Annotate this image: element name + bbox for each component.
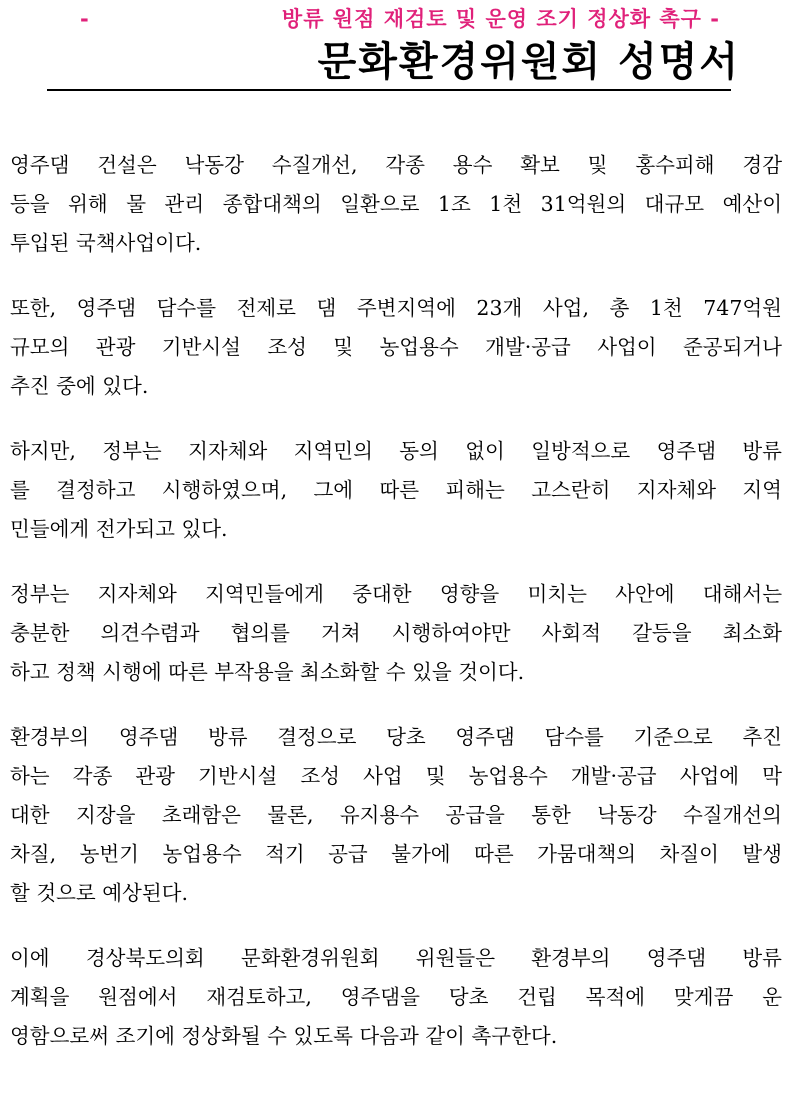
paragraph-line: 충분한 의견수렴과 협의를 거쳐 시행하여야만 사회적 갈등을 최소화	[10, 621, 782, 645]
paragraph-6	[10, 939, 782, 1056]
paragraph-line: 대한 지장을 초래함은 물론, 유지용수 공급을 통한 낙동강 수질개선의	[10, 803, 782, 827]
paragraph-line: 이에 경상북도의회 문화환경위원회 위원들은 환경부의 영주댐 방류	[10, 946, 782, 970]
paragraph-line: 영주댐 건설은 낙동강 수질개선, 각종 용수 확보 및 홍수피해 경감	[10, 153, 782, 177]
paragraph-line: 영함으로써 조기에 정상화될 수 있도록 다음과 같이 촉구한다.	[10, 1024, 558, 1048]
paragraph-line: 하고 정책 시행에 따른 부작용을 최소화할 수 있을 것이다.	[10, 660, 525, 684]
paragraph-4	[10, 575, 782, 692]
paragraph-line: 또한, 영주댐 담수를 전제로 댐 주변지역에 23개 사업, 총 1천 747억원	[10, 296, 782, 320]
title-underline	[47, 89, 731, 91]
paragraph-line: 계획을 원점에서 재검토하고, 영주댐을 당초 건립 목적에 맞게끔 운	[10, 985, 782, 1009]
paragraph-2	[10, 289, 782, 406]
paragraph-line: 하지만, 정부는 지자체와 지역민의 동의 없이 일방적으로 영주댐 방류	[10, 439, 782, 463]
paragraph-1	[10, 146, 782, 263]
subtitle-text: 방류 원점 재검토 및 운영 조기 정상화 촉구 -	[281, 7, 720, 31]
subtitle	[80, 4, 720, 34]
paragraph-line: 하는 각종 관광 기반시설 조성 사업 및 농업용수 개발·공급 사업에 막	[10, 764, 782, 788]
subtitle-dash: -	[80, 7, 89, 31]
paragraph-line: 를 결정하고 시행하였으며, 그에 따른 피해는 고스란히 지자체와 지역	[10, 478, 782, 502]
paragraph-line: 차질, 농번기 농업용수 적기 공급 불가에 따른 가뭄대책의 차질이 발생	[10, 842, 782, 866]
paragraph-3	[10, 432, 782, 549]
paragraph-line: 정부는 지자체와 지역민들에게 중대한 영향을 미치는 사안에 대해서는	[10, 582, 782, 606]
paragraph-line: 추진 중에 있다.	[10, 374, 149, 398]
paragraph-line: 환경부의 영주댐 방류 결정으로 당초 영주댐 담수를 기준으로 추진	[10, 725, 782, 749]
paragraph-line: 투입된 국책사업이다.	[10, 231, 202, 255]
paragraph-line: 민들에게 전가되고 있다.	[10, 517, 228, 541]
paragraph-5	[10, 718, 782, 913]
statement-body	[10, 146, 782, 1082]
paragraph-line: 할 것으로 예상된다.	[10, 881, 188, 905]
paragraph-line: 규모의 관광 기반시설 조성 및 농업용수 개발·공급 사업이 준공되거나	[10, 335, 782, 359]
paragraph-line: 등을 위해 물 관리 종합대책의 일환으로 1조 1천 31억원의 대규모 예산이	[10, 192, 782, 216]
document-title: 문화환경위원회 성명서	[317, 39, 740, 85]
